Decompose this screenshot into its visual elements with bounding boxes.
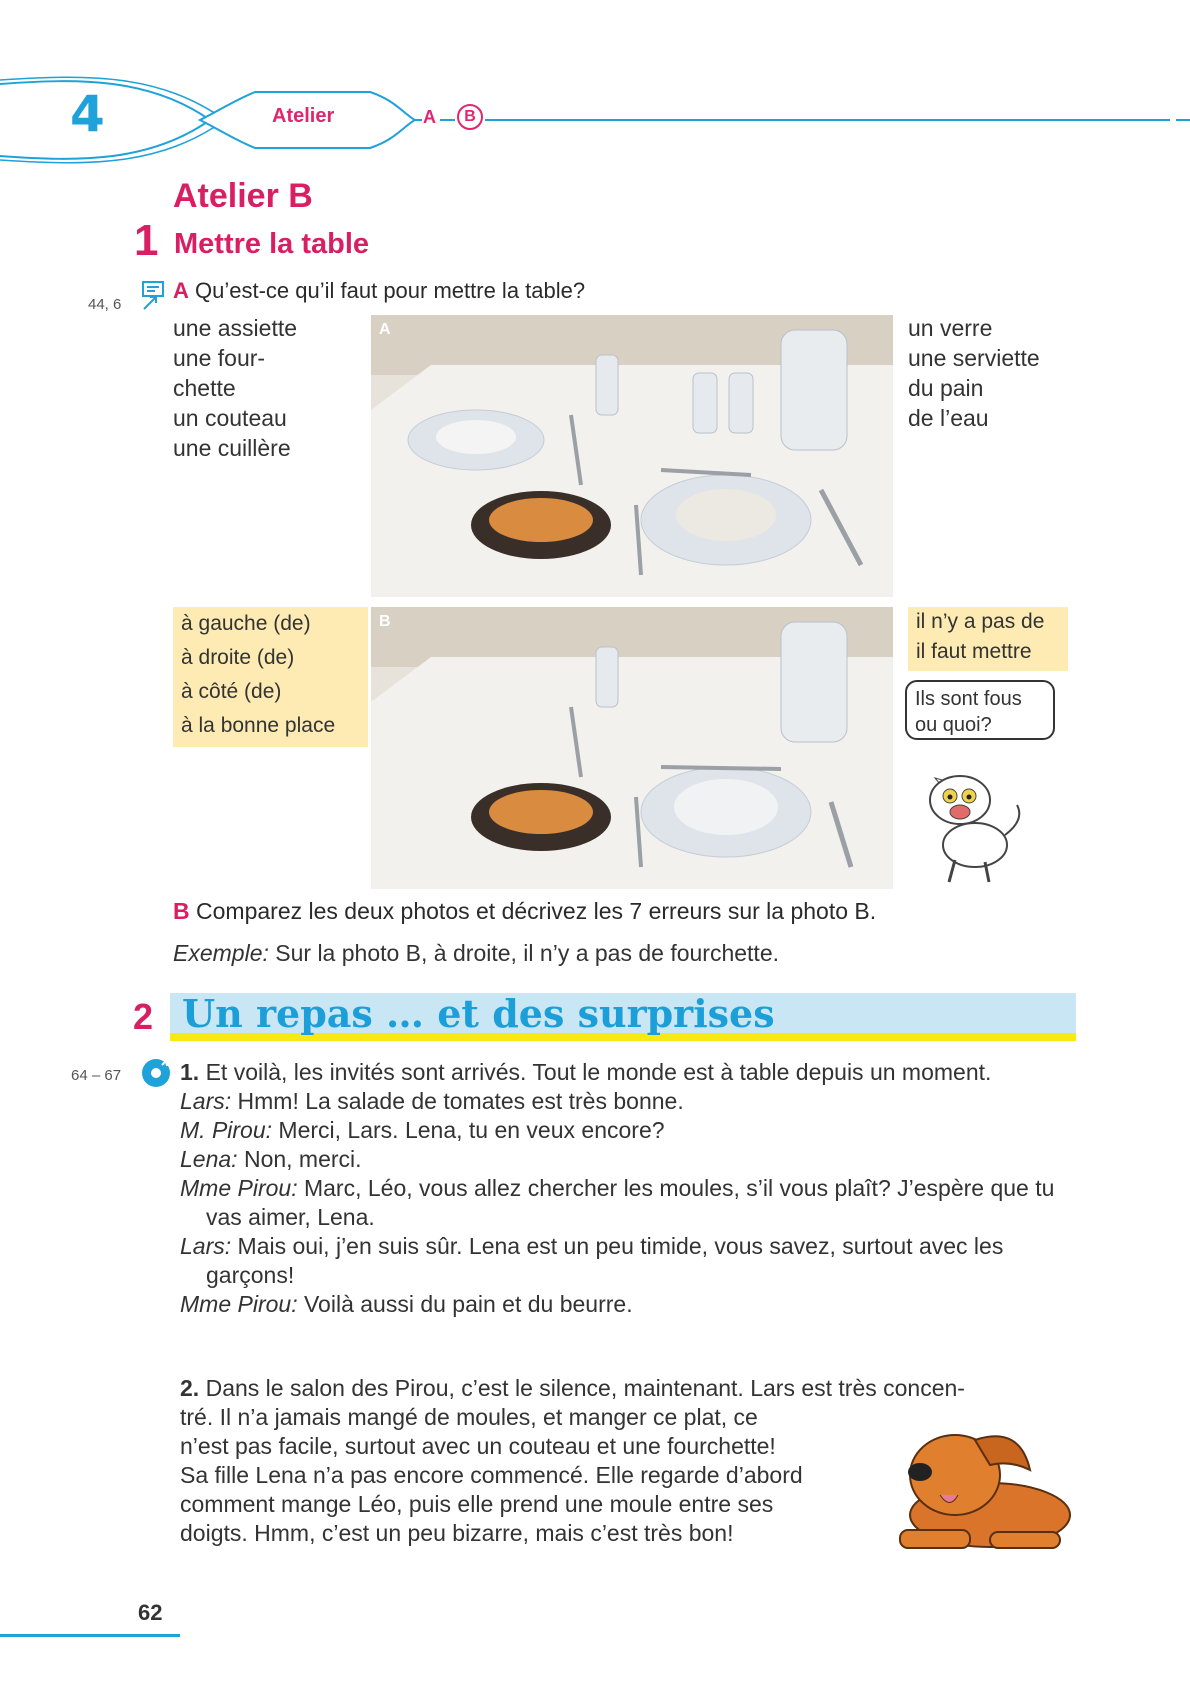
dialog-line <box>180 1174 1070 1232</box>
question-a-text: Qu’est-ce qu’il faut pour mettre la table? <box>195 278 586 303</box>
tab-a: A <box>423 107 436 127</box>
question-b <box>173 898 876 925</box>
dialog-line <box>180 1290 1070 1319</box>
bubble-line: Ils sont fous <box>915 688 1022 710</box>
part-number: 1. <box>180 1059 200 1085</box>
question-a-letter: A <box>173 278 189 303</box>
utterance: Merci, Lars. Lena, tu en veux encore? <box>278 1117 665 1143</box>
dialog-part-1 <box>180 1058 1070 1319</box>
example-line <box>173 940 779 967</box>
dog-illustration <box>905 750 1035 890</box>
part-number: 2. <box>180 1375 200 1401</box>
speaker: Mme Pirou: <box>180 1291 298 1317</box>
vocab-item: un verre <box>908 315 993 341</box>
vocab-item: une four- <box>173 345 266 371</box>
atelier-title: Atelier B <box>173 177 313 215</box>
dialog-line <box>180 1087 1070 1116</box>
vocab-item: une assiette <box>173 315 298 341</box>
section-1-title: Mettre la table <box>174 228 369 260</box>
preposition-item: à la bonne place <box>181 714 336 737</box>
section-1-number: 1 <box>134 216 159 265</box>
preposition-item: à gauche (de) <box>181 612 311 635</box>
speaker: Lars: <box>180 1233 232 1259</box>
section-2-ref: 64 – 67 <box>71 1067 122 1084</box>
photo-a-label: A <box>379 321 391 338</box>
utterance: Voilà aussi du pain et du beurre. <box>303 1291 633 1317</box>
question-b-letter: B <box>173 898 190 924</box>
brown-dog-illustration <box>880 1420 1080 1555</box>
part-intro: Et voilà, les invités sont arrivés. Tout le monde est à table depuis un moment. <box>205 1059 992 1085</box>
atelier-tab: Atelier <box>272 105 335 127</box>
audio-cd-icon <box>140 1057 172 1089</box>
utterance: Non, merci. <box>243 1146 362 1172</box>
phrase-item: il faut mettre <box>916 640 1032 663</box>
question-b-text: Comparez les deux photos et décrivez les 7 erreurs sur la photo B. <box>196 898 877 924</box>
dialog-line <box>180 1145 1070 1174</box>
chapter-banner <box>0 70 1190 170</box>
question-a <box>173 278 585 304</box>
exercise-link-icon <box>140 281 166 311</box>
utterance: Marc, Léo, vous allez chercher les moules, s’il vous plaît? J’espère que tu vas aimer, Lena. <box>206 1175 1055 1230</box>
page-number: 62 <box>138 1600 163 1625</box>
photo-b-label: B <box>379 613 391 630</box>
vocab-item: du pain <box>908 375 984 401</box>
narrative-line: comment mange Léo, puis elle prend une moule entre ses <box>180 1491 774 1517</box>
speaker: Lena: <box>180 1146 238 1172</box>
narrative-line: Dans le salon des Pirou, c’est le silence, maintenant. Lars est très concen- <box>205 1375 965 1401</box>
vocab-item: de l’eau <box>908 405 989 431</box>
narrative-line: doigts. Hmm, c’est un peu bizarre, mais c’est très bon! <box>180 1520 734 1546</box>
dialog-line <box>180 1232 1070 1290</box>
vocab-list-left <box>173 313 348 463</box>
preposition-item: à droite (de) <box>181 646 295 669</box>
utterance: Hmm! La salade de tomates est très bonne. <box>237 1088 684 1114</box>
speaker: Lars: <box>180 1088 232 1114</box>
dialog-line <box>180 1116 1070 1145</box>
vocab-item: une serviette <box>908 345 1040 371</box>
phrase-item: il n’y a pas de <box>916 610 1045 633</box>
section-2-title: Un repas … et des surprises <box>182 991 775 1036</box>
utterance: Mais oui, j’en suis sûr. Lena est un peu timide, vous savez, surtout avec les garçons! <box>206 1233 1004 1288</box>
section-1-ref: 44, 6 <box>88 296 122 313</box>
narrative-line: n’est pas facile, surtout avec un couteau et une fourchette! <box>180 1433 776 1459</box>
footer-rule <box>0 1634 180 1637</box>
tab-b: B <box>457 104 483 130</box>
vocab-item: une cuillère <box>173 435 291 461</box>
speaker: M. Pirou: <box>180 1117 273 1143</box>
narrative-line: tré. Il n’a jamais mangé de moules, et manger ce plat, ce <box>180 1404 758 1430</box>
speech-bubble <box>905 680 1055 740</box>
vocab-list-right <box>908 313 1078 433</box>
speaker: Mme Pirou: <box>180 1175 298 1201</box>
example-text: Sur la photo B, à droite, il n’y a pas de fourchette. <box>275 940 780 966</box>
vocab-item: chette <box>173 375 236 401</box>
prepositions-box <box>173 607 368 747</box>
phrases-box <box>908 607 1068 671</box>
narrative-line: Sa fille Lena n’a pas encore commencé. Elle regarde d’abord <box>180 1462 803 1488</box>
chapter-number: 4 <box>70 85 105 143</box>
table-photo-b <box>371 607 893 889</box>
table-photo-a <box>371 315 893 597</box>
vocab-item: un couteau <box>173 405 287 431</box>
example-label: Exemple: <box>173 940 269 966</box>
preposition-item: à côté (de) <box>181 680 282 703</box>
section-2-number: 2 <box>133 996 154 1037</box>
bubble-line: ou quoi? <box>915 714 992 736</box>
